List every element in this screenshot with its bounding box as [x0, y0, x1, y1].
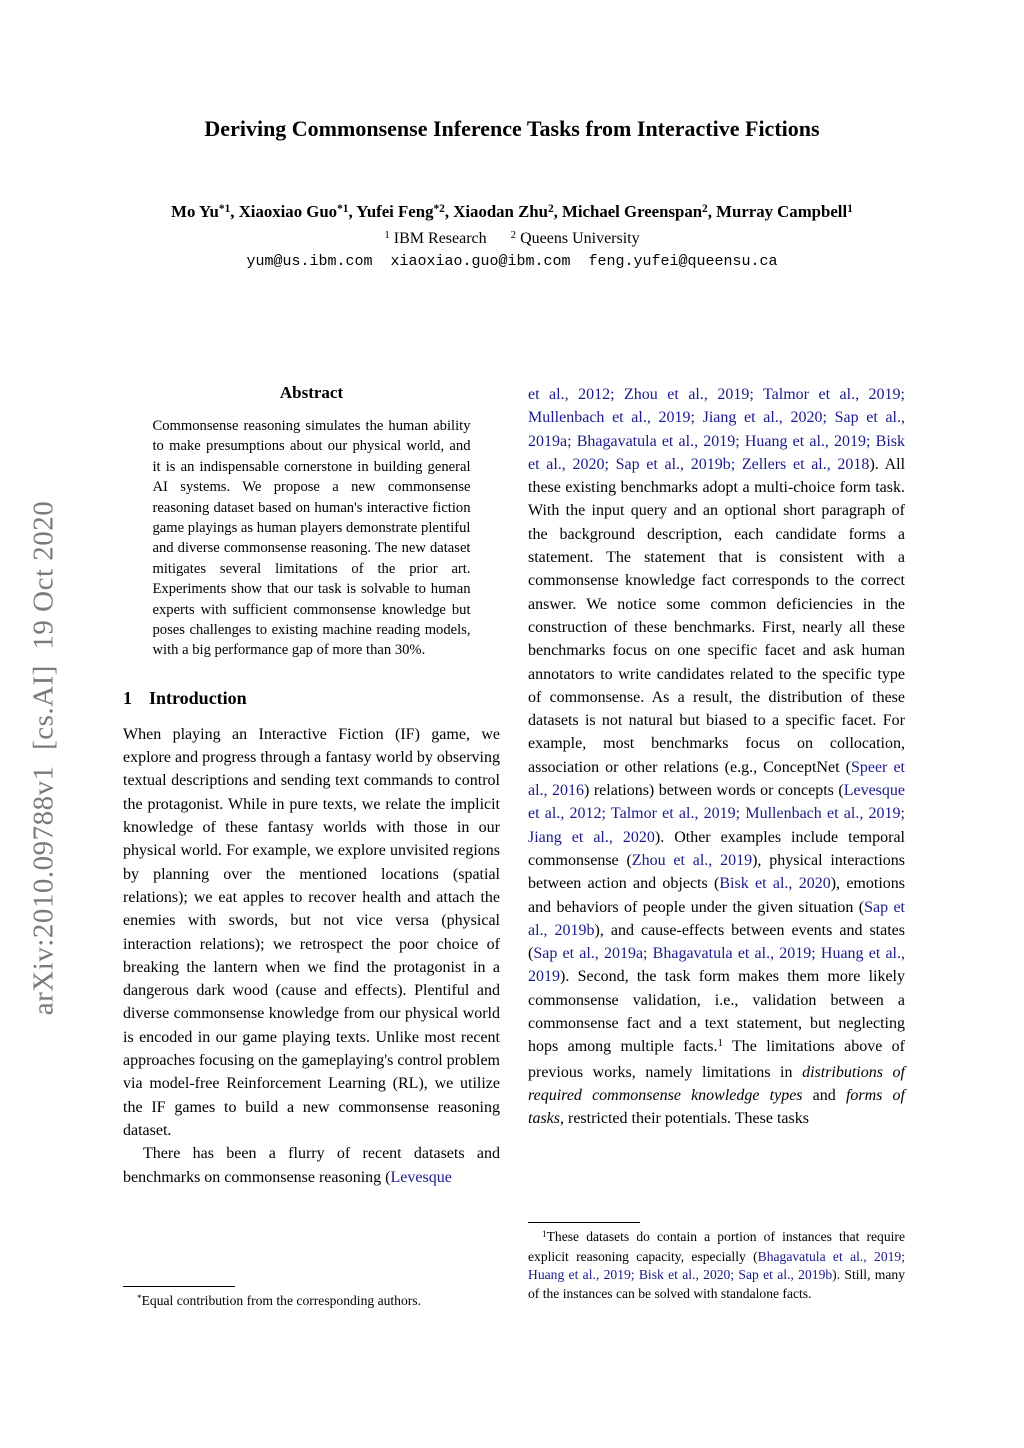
- body-paragraph-continued: [528, 383, 905, 1131]
- right-column: [528, 383, 905, 1131]
- affiliation-line: [0, 230, 1024, 248]
- citation-link[interactable]: Zhou et al., 2019: [631, 851, 753, 869]
- text-run: distributions of required commonsense knowledge types: [528, 1063, 905, 1104]
- text-run: *1: [218, 202, 231, 215]
- text-run: forms of tasks: [528, 1086, 905, 1128]
- section-heading-introduction: [123, 688, 500, 709]
- abstract-section: [153, 383, 471, 661]
- text-run: Mo Yu: [171, 202, 219, 221]
- citation-link[interactable]: Sap et al., 2019a; Bhagavatula et al., 2019; Huang et al., 2019: [528, 945, 905, 986]
- text-run: ), and cause-effects between events and states (: [528, 921, 905, 963]
- footnote-left-text: [123, 1292, 500, 1312]
- paper-title: Deriving Commonsense Inference Tasks from Interactive Fictions: [204, 116, 820, 141]
- email-line: yum@us.ibm.com xiaoxiao.guo@ibm.com feng.yufei@queensu.ca: [246, 253, 778, 270]
- text-run: *1: [337, 202, 349, 215]
- text-run: 1: [384, 229, 390, 242]
- footnote-divider: [123, 1286, 235, 1287]
- citation-link[interactable]: Levesque: [390, 1168, 452, 1186]
- text-run: The limitations above of previous works, namely limitations in: [528, 1038, 906, 1081]
- text-run: , Murray Campbell: [707, 202, 848, 221]
- text-run: ). Still, many of the instances can be solved with standalone facts.: [528, 1267, 905, 1301]
- text-run: These datasets do contain a portion of instances that require explicit reasoning capacity, especially (: [528, 1229, 905, 1264]
- text-run: ) relations) between words or concepts (: [584, 782, 844, 800]
- citation-link[interactable]: Levesque et al., 2012; Talmor et al., 2019; Mullenbach et al., 2019; Jiang et al., 2020: [528, 782, 906, 846]
- footnote-divider: [528, 1222, 640, 1223]
- text-run: ). Other examples include temporal commonsense (: [528, 828, 906, 869]
- citation-link[interactable]: Bhagavatula et al., 2019; Huang et al., 2019; Bisk et al., 2020; Sap et al., 2019b: [528, 1248, 905, 1283]
- text-run: , Xiaoxiao Guo: [230, 202, 338, 221]
- text-run: *2: [433, 202, 445, 215]
- left-column: [123, 383, 500, 1189]
- footnote-right: [528, 1222, 905, 1303]
- text-run: Queens University: [516, 230, 640, 247]
- intro-paragraph-1: When playing an Interactive Fiction (IF) game, we explore and progress through a fantasy world by observing textual descriptions and sending text commands to control the protagonist. While in pure texts, we relate the implicit knowledge of these fantasy worlds with those in our physical world. For example, we explore unvisited regions by planning over the mentioned locations (spatial relations); we eat apples to recover health and attach the enemies with swords, but not vice versa (physical interaction relations); we retrospect the poor choice of breaking the lantern when we find the protagonist in a dangerous dark wood (cause and effects). Plentiful and diverse commonsense knowledge from our physical world is encoded in our game playing texts. Unlike most recent approaches focusing on the gameplaying's control problem via model-free Reinforcement Learning (RL), we utilize the IF games to build a new commonsense reasoning dataset.: [123, 725, 500, 1139]
- text-run: Equal contribution from the corresponding authors.: [141, 1293, 421, 1308]
- text-run: and: [802, 1086, 846, 1104]
- text-run: , Xiaodan Zhu: [444, 202, 548, 221]
- citation-link[interactable]: et al., 2012; Zhou et al., 2019; Talmor et al., 2019; Mullenbach et al., 2019; Jiang et al., 2020; Sap et al., 2019a; Bhagavatula et al., 2019; Huang et al., 2019; Bisk et al., 2020; Sap et al., 2019b; Zellers et al., 2018: [528, 386, 905, 473]
- text-run: ), emotions and behaviors of people under the given situation (: [528, 875, 905, 916]
- citation-link[interactable]: Sap et al., 2019b: [528, 898, 905, 939]
- text-run: , restricted their potentials. These tasks: [560, 1110, 809, 1128]
- text-run: There has been a flurry of recent datasets and benchmarks on commonsense reasoning (: [123, 1145, 500, 1186]
- text-run: 2: [702, 202, 708, 215]
- text-run: 1: [717, 1037, 723, 1050]
- footnote-right-text: [528, 1228, 905, 1303]
- text-run: ), physical interactions between action and objects (: [528, 851, 905, 893]
- citation-link[interactable]: Bisk et al., 2020: [719, 875, 831, 893]
- text-run: ). All these existing benchmarks adopt a multi-choice form task. With the input query and an optional short paragraph of the background description, each candidate forms a statement. The statement that is consistent with a commonsense knowledge fact corresponds to the correct answer. We notice some common deficiencies in the construction of these benchmarks. First, nearly all these benchmarks focus on one specific facet and ask human annotators to write candidates related to the specific type of commonsense. As a result, the distribution of these datasets is not natural but biased to a specific facet. For example, most benchmarks focus on collocation, association or other relations (e.g., ConceptNet (: [528, 455, 906, 776]
- text-run: 1: [542, 1228, 547, 1239]
- text-run: 2: [547, 202, 554, 215]
- text-run: 1: [847, 202, 853, 215]
- section-title: Introduction: [149, 687, 247, 708]
- text-run: , Yufei Feng: [348, 202, 434, 221]
- section-number: 1: [123, 687, 132, 708]
- citation-link[interactable]: Speer et al., 2016: [528, 758, 905, 800]
- abstract-body: Commonsense reasoning simulates the human ability to make presumptions about our physical world, and it is an indispensable cornerstone in building general AI systems. We propose a new commonsense reasoning dataset based on human's interactive fiction game playings as human players demonstrate plentiful and diverse commonsense reasoning. The new dataset mitigates several limitations of the prior art. Experiments show that our task is solvable to human experts with sufficient commonsense knowledge but poses challenges to existing machine reading models, with a big performance gap of more than 30%.: [152, 418, 471, 659]
- author-line: [0, 202, 1024, 222]
- intro-paragraph-2: [123, 1142, 500, 1189]
- footnote-left: [123, 1286, 500, 1312]
- text-run: ). Second, the task form makes them more likely commonsense validation, i.e., validation between a commonsense fact and a text statement, but neglecting hops among multiple facts.: [528, 968, 905, 1056]
- text-run: , Michael Greenspan: [553, 202, 703, 221]
- text-run: IBM Research: [389, 230, 511, 247]
- text-run: *: [137, 1292, 142, 1303]
- arxiv-stamp: arXiv:2010.09788v1 [cs.AI] 19 Oct 2020: [27, 500, 60, 1016]
- text-run: 2: [510, 229, 517, 242]
- abstract-heading: Abstract: [279, 383, 344, 402]
